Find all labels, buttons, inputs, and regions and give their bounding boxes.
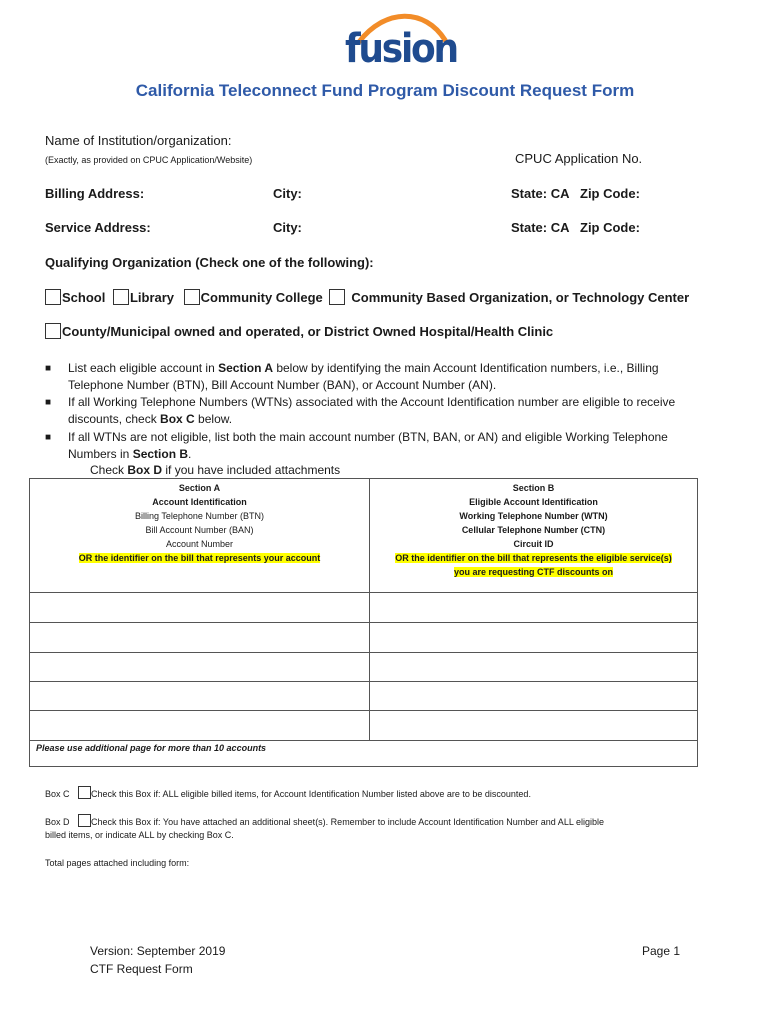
school-checkbox[interactable] <box>45 289 61 305</box>
community-based-org-label: Community Based Organization, or Technology Center <box>351 290 690 305</box>
service-address-label: Service Address: <box>45 220 151 235</box>
billing-zip-label: Zip Code: <box>580 186 640 201</box>
section-a-cell-2[interactable] <box>30 623 369 652</box>
bullet-icon: ■ <box>45 432 52 443</box>
qualifying-options-row1 <box>45 289 689 305</box>
community-college-checkbox[interactable] <box>184 289 200 305</box>
billing-city-label: City: <box>273 186 302 201</box>
box-c-row <box>45 786 531 801</box>
page-title: California Teleconnect Fund Program Discount Request Form <box>135 81 635 100</box>
box-d-label: Box D <box>45 817 70 827</box>
accounts-table <box>29 478 698 767</box>
library-checkbox[interactable] <box>113 289 129 305</box>
cpuc-application-label: CPUC Application No. <box>515 151 643 166</box>
section-b-cell-5[interactable] <box>370 711 697 740</box>
section-b-header: Section B Eligible Account Identification Working Telephone Number (WTN) Cellular Telephone Number (CTN) Circuit ID OR the identifier on the bill that represents the eligible service(s) you are requesting CTF discounts on <box>395 483 672 577</box>
box-d-text: Check this Box if: You have attached an additional sheet(s). Remember to include Account Identification Number and ALL eligible <box>91 817 605 827</box>
institution-note: (Exactly, as provided on CPUC Application/Website) <box>45 155 253 165</box>
library-label: Library <box>129 290 175 305</box>
section-a-cell-1[interactable] <box>30 593 369 622</box>
service-state-label: State: CA <box>511 220 570 235</box>
qualifying-options-row2 <box>45 323 553 339</box>
box-d-checkbox[interactable] <box>78 814 91 827</box>
logo-text: fusion <box>345 26 457 72</box>
qualifying-heading: Qualifying Organization (Check one of the following): <box>45 255 374 270</box>
total-pages-label: Total pages attached including form: <box>45 858 190 868</box>
section-a-cell-3[interactable] <box>30 653 369 681</box>
bullet-icon: ■ <box>45 363 52 374</box>
community-college-label: Community College <box>200 290 323 305</box>
box-d-text-line2: billed items, or indicate ALL by checking Box C. <box>45 830 234 840</box>
section-b-cell-1[interactable] <box>370 593 697 622</box>
instruction-bullet-1: ■ List each eligible account in Section A below by identifying the main Account Identification numbers, i.e., Billing Telephone Number (BTN), Bill Account Number (BAN), or Account Number (AN). <box>45 361 659 392</box>
billing-state-label: State: CA <box>511 186 570 201</box>
section-a-cell-4[interactable] <box>30 682 369 710</box>
billing-address-label: Billing Address: <box>45 186 145 201</box>
community-based-org-checkbox[interactable] <box>329 289 345 305</box>
section-a-cell-5[interactable] <box>30 711 369 740</box>
section-b-cell-2[interactable] <box>370 623 697 652</box>
county-municipal-checkbox[interactable] <box>45 323 61 339</box>
section-b-cell-3[interactable] <box>370 653 697 681</box>
bullet-icon: ■ <box>45 397 52 408</box>
instruction-bullet-3: ■ If all WTNs are not eligible, list both the main account number (BTN, BAN, or AN) and eligible Working Telephone Numbers in Section B. <box>45 430 668 461</box>
footer-version: Version: September 2019 <box>90 944 226 958</box>
service-zip-label: Zip Code: <box>580 220 640 235</box>
school-label: School <box>62 290 106 305</box>
footer-page-number: Page 1 <box>642 944 681 958</box>
institution-label: Name of Institution/organization: <box>45 133 232 148</box>
section-b-cell-4[interactable] <box>370 682 697 710</box>
section-a-header: Section A Account Identification Billing Telephone Number (BTN) Bill Account Number (BAN) Account Number OR the identifier on the bill that represents your account <box>78 483 321 563</box>
instruction-bullet-2: ■ If all Working Telephone Numbers (WTNs) associated with the Account Identification number are eligible to receive discounts, check Box C below. <box>45 395 676 426</box>
footer-form-name: CTF Request Form <box>90 962 193 976</box>
service-city-label: City: <box>273 220 302 235</box>
box-d-row <box>45 814 604 829</box>
box-c-label: Box C <box>45 789 70 799</box>
box-c-text: Check this Box if: ALL eligible billed items, for Account Identification Number listed above are to be discounted. <box>91 789 531 799</box>
fusion-logo <box>345 12 455 74</box>
table-note: Please use additional page for more than 10 accounts <box>36 743 267 753</box>
box-c-checkbox[interactable] <box>78 786 91 799</box>
box-d-instruction: Check Box D if you have included attachments <box>90 463 341 477</box>
county-municipal-label: County/Municipal owned and operated, or District Owned Hospital/Health Clinic <box>62 324 554 339</box>
